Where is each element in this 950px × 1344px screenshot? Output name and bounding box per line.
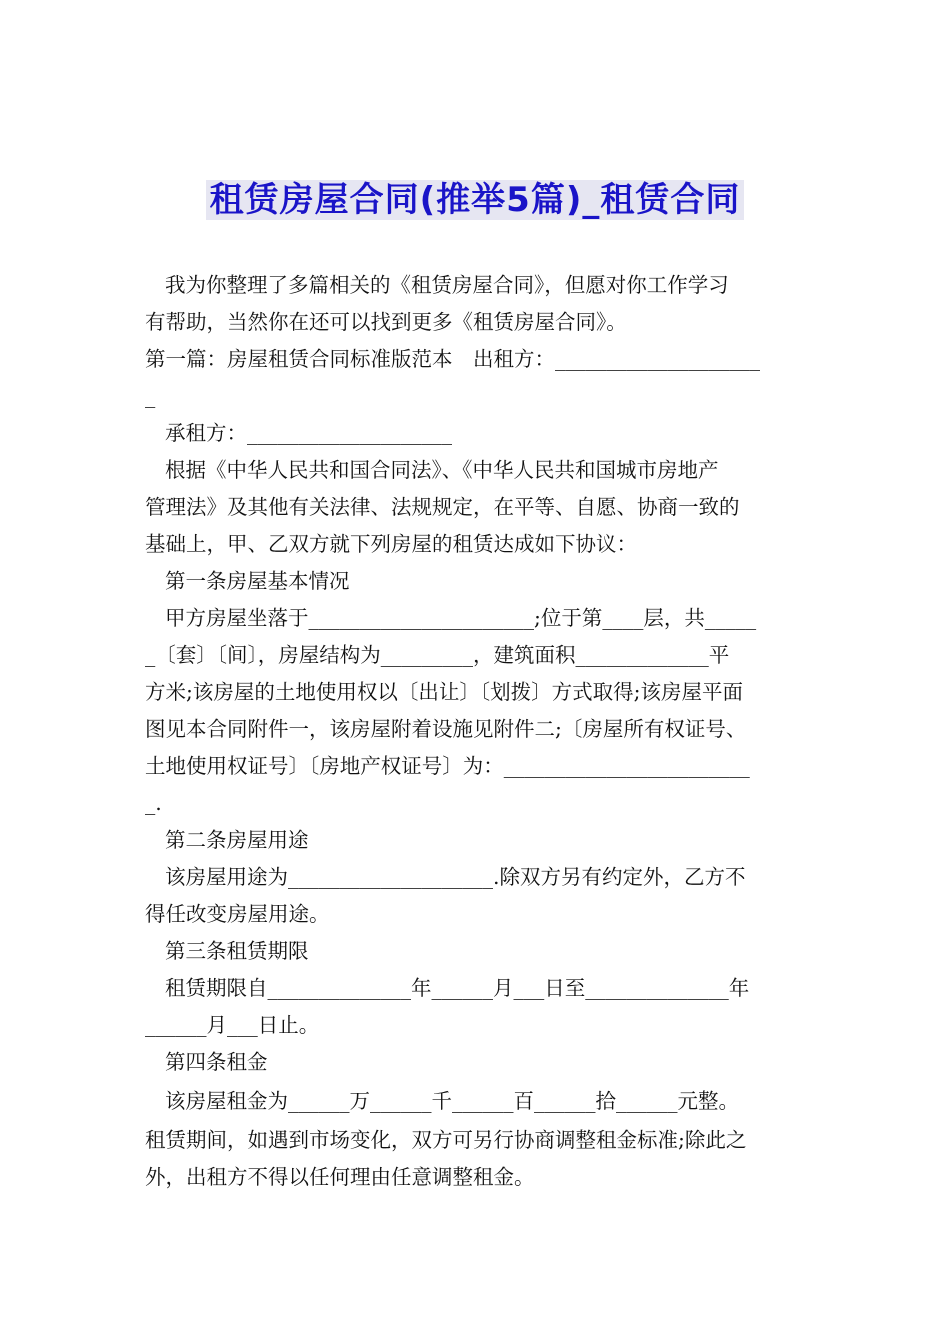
body-line: 土地使用权证号〕〔房地产权证号〕为：________________________ — [145, 754, 750, 778]
body-line: 该房屋租金为______万______千______百______拾______元整。 — [165, 1089, 739, 1113]
body-line: 第一篇：房屋租赁合同标准版范本 出租方：____________________ — [145, 347, 760, 371]
body-line: 有帮助，当然你在还可以找到更多《租赁房屋合同》。 — [145, 310, 627, 334]
body-line: 根据《中华人民共和国合同法》、《中华人民共和国城市房地产 — [165, 458, 719, 482]
body-line: _. — [145, 791, 162, 815]
section-heading: 第二条房屋用途 — [165, 828, 309, 852]
body-line: 甲方房屋坐落于______________________;位于第____层，共_____ — [165, 606, 757, 630]
body-line: 租赁期间，如遇到市场变化，双方可另行协商调整租金标准;除此之 — [145, 1128, 747, 1152]
section-heading: 第四条租金 — [165, 1050, 268, 1074]
body-line: ______月___日止。 — [145, 1013, 320, 1037]
section-heading: 第一条房屋基本情况 — [165, 569, 350, 593]
body-line: 图见本合同附件一，该房屋附着设施见附件二;〔房屋所有权证号、 — [145, 717, 747, 741]
document-title — [0, 176, 950, 224]
body-line: 方米;该房屋的土地使用权以〔出让〕〔划拨〕方式取得;该房屋平面 — [145, 680, 744, 704]
body-line: 租赁期限自______________年______月___日至______________年 — [165, 976, 750, 1000]
body-line: _〔套〕〔间〕，房屋结构为_________，建筑面积_____________平 — [145, 643, 730, 667]
document-title-text: 租赁房屋合同(推举5篇)_租赁合同 — [206, 180, 745, 220]
body-line: 该房屋用途为____________________.除双方另有约定外，乙方不 — [165, 865, 746, 889]
body-line: 承租方：____________________ — [165, 421, 452, 445]
body-line: _ — [145, 384, 156, 408]
section-heading: 第三条租赁期限 — [165, 939, 309, 963]
body-line: 得任改变房屋用途。 — [145, 902, 330, 926]
body-line: 我为你整理了多篇相关的《租赁房屋合同》，但愿对你工作学习 — [165, 273, 729, 297]
body-line: 外，出租方不得以任何理由任意调整租金。 — [145, 1165, 535, 1189]
body-line: 管理法》及其他有关法律、法规规定，在平等、自愿、协商一致的 — [145, 495, 740, 519]
body-line: 基础上，甲、乙双方就下列房屋的租赁达成如下协议： — [145, 532, 637, 556]
